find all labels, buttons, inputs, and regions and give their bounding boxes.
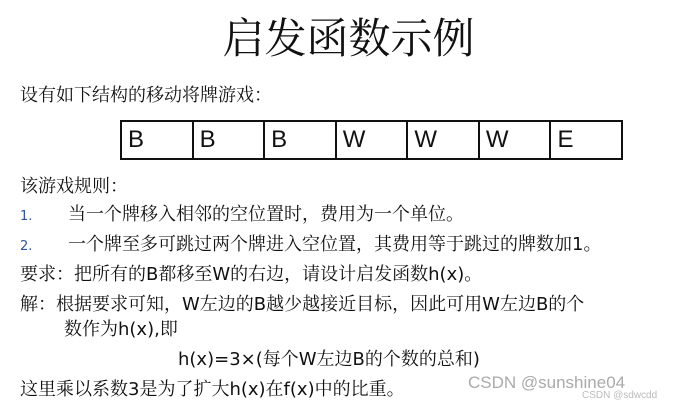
rule-number: 1. [20,209,33,224]
rule-text: 一个牌至多可跳过两个牌进入空位置，其费用等于跳过的牌数加1。 [68,234,602,255]
watermark: CSDN @sunshine04 [468,373,626,392]
tile-row [120,120,623,160]
solution-text: 解：根据要求可知，W左边的B越少越接近目标，因此可用W左边B的个 [20,294,585,315]
watermark-small: CSDN @sdwcdd [582,390,658,401]
tile: W [480,122,552,158]
heuristic-formula: h(x)=3×(每个W左边B的个数的总和) [178,349,480,370]
rule-item [20,233,601,259]
tile: B [122,122,194,158]
solution-text-continued: 数作为h(x),即 [64,319,178,340]
tile-empty: E [557,126,574,153]
rule-item [20,203,464,229]
intro-text: 设有如下结构的移动将牌游戏： [20,85,272,106]
slide-title: 启发函数示例 [222,14,475,63]
tile: B [194,122,266,158]
rules-heading: 该游戏规则： [20,176,128,197]
tile: W [337,122,409,158]
tile: B [265,122,337,158]
note-text: 这里乘以系数3是为了扩大h(x)在f(x)中的比重。 [20,379,405,400]
tile: W [408,122,480,158]
rule-text: 当一个牌移入相邻的空位置时，费用为一个单位。 [68,204,464,225]
requirement-text: 要求：把所有的B都移至W的右边，请设计启发函数h(x)。 [20,264,483,285]
rule-number: 2. [20,239,33,254]
